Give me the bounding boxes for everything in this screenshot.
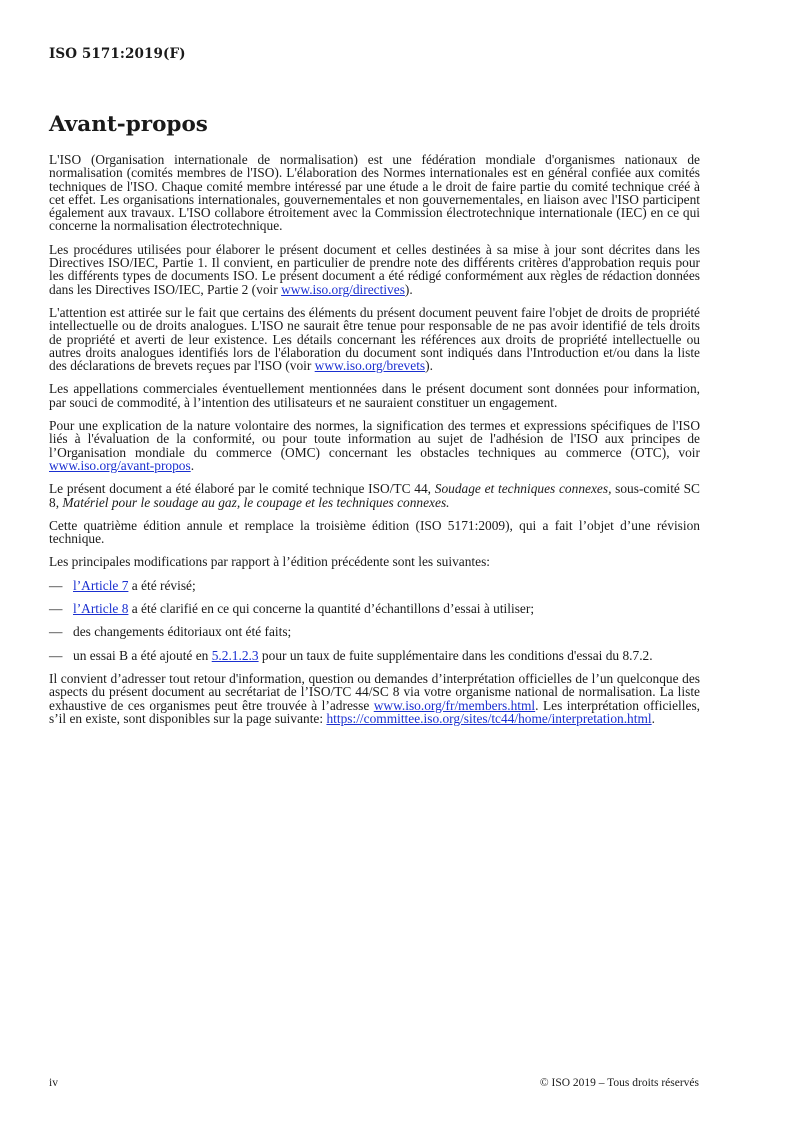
changes-list [49,579,700,662]
paragraph-patents: L'attention est attirée sur le fait que certains des éléments du présent document peuvent faire l'objet de droits de propriété intellectuelle ou de droits analogues. L'ISO ne saurait être tenue pour responsable de ne pas avoir identifié de tels droits de propriété et averti de leur existence. Les détails concernant les références aux droits de propriété intellectuelle ou autres droits analogues identifiés lors de l'élaboration du document sont indiqués dans l'Introduction et/ou dans la liste des déclarations de brevets reçues par l'ISO (voir www.iso.org/brevets). [49,304,700,374]
dash-bullet: — [49,624,63,640]
foreword-body [49,153,700,725]
article-8-link[interactable]: l’Article 8 [73,601,129,617]
members-link[interactable]: www.iso.org/fr/members.html [373,697,536,713]
patents-link[interactable]: www.iso.org/brevets [314,358,426,374]
list-item: — des changements éditoriaux ont été faits; [49,624,292,640]
paragraph-procedures: Les procédures utilisées pour élaborer le présent document et celles destinées à sa mise à jour sont décrites dans les Directives ISO/IEC, Partie 1. Il convient, en particulier de prendre note des différents critères d'approbation requis pour les différents types de documents ISO. Le présent document a été rédigé conformément aux règles de rédaction données dans les Directives ISO/IEC, Partie 2 (voir www.iso.org/directives). [49,241,700,297]
list-item: — l’Article 7 a été révisé; [49,577,196,593]
foreword-link[interactable]: www.iso.org/avant-propos [49,457,191,473]
page-number: iv [49,1077,58,1089]
document-id-header: ISO 5171:2019(F) [49,46,186,62]
page-title: Avant-propos [49,112,208,137]
paragraph-edition: Cette quatrième édition annule et remplace la troisième édition (ISO 5171:2009), qui a fait l’objet d’une révision technique. [49,517,700,547]
list-item: — un essai B a été ajouté en 5.2.1.2.3 pour un taux de fuite supplémentaire dans les conditions d'essai du 8.7.2. [49,647,653,663]
list-item: — l’Article 8 a été clarifié en ce qui concerne la quantité d’échantillons d’essai à utiliser; [49,601,535,617]
dash-bullet: — [49,577,63,593]
paragraph-trade-names: Les appellations commerciales éventuellement mentionnées dans le présent document sont données pour information, par souci de commodité, à l’intention des utilisateurs et ne sauraient constituer un engagement. [49,381,700,410]
dash-bullet: — [49,601,63,617]
paragraph-changes-intro: Les principales modifications par rapport à l’édition précédente sont les suivantes: [49,554,491,570]
directives-link[interactable]: www.iso.org/directives [281,281,405,297]
paragraph-committee: Le présent document a été élaboré par le comité technique ISO/TC 44, Soudage et techniques connexes, sous-comité SC 8, Matériel pour le soudage au gaz, le coupage et les techniques connexes. [49,481,700,510]
paragraph-iso-intro: L'ISO (Organisation internationale de normalisation) est une fédération mondiale d'organismes nationaux de normalisation (comités membres de l'ISO). L'élaboration des Normes internationales est en général confiée aux comités techniques de l'ISO. Chaque comité membre intéressé par une étude a le droit de faire partie du comité technique créé à cet effet. Les organisations internationales, gouvernementales et non gouvernementales, en liaison avec l'ISO participent également aux travaux. L'ISO collabore étroitement avec la Commission électrotechnique internationale (IEC) en ce qui concerne la normalisation électrotechnique. [49,152,700,234]
paragraph-feedback: Il convient d’adresser tout retour d'information, question ou demandes d’interprétation officielles de l’un quelconque des aspects du présent document au secrétariat de l’ISO/TC 44/SC 8 via votre organisme national de normalisation. La liste exhaustive de ces organismes peut être trouvée à l’adresse www.iso.org/fr/members.html. Les interprétation officielles, s’il en existe, sont disponibles sur la page suivante: https://committee.iso.org/sites/tc44/home/interpretation.html. [49,670,701,726]
clause-5-2-1-2-3-link[interactable]: 5.2.1.2.3 [211,647,259,663]
article-7-link[interactable]: l’Article 7 [73,577,129,593]
paragraph-voluntary-nature: Pour une explication de la nature volontaire des normes, la signification des termes et expressions spécifiques de l'ISO liés à l'évaluation de la conformité, ou pour toute information au sujet de l'adhésion de l'ISO aux principes de l’Organisation mondiale du commerce (OMC) concernant les obstacles techniques au commerce (OTC), voir www.iso.org/avant-propos. [49,418,700,473]
dash-bullet: — [49,647,63,663]
copyright-notice: © ISO 2019 – Tous droits réservés [539,1077,699,1089]
interpretation-link[interactable]: https://committee.iso.org/sites/tc44/home/interpretation.html [326,710,652,726]
